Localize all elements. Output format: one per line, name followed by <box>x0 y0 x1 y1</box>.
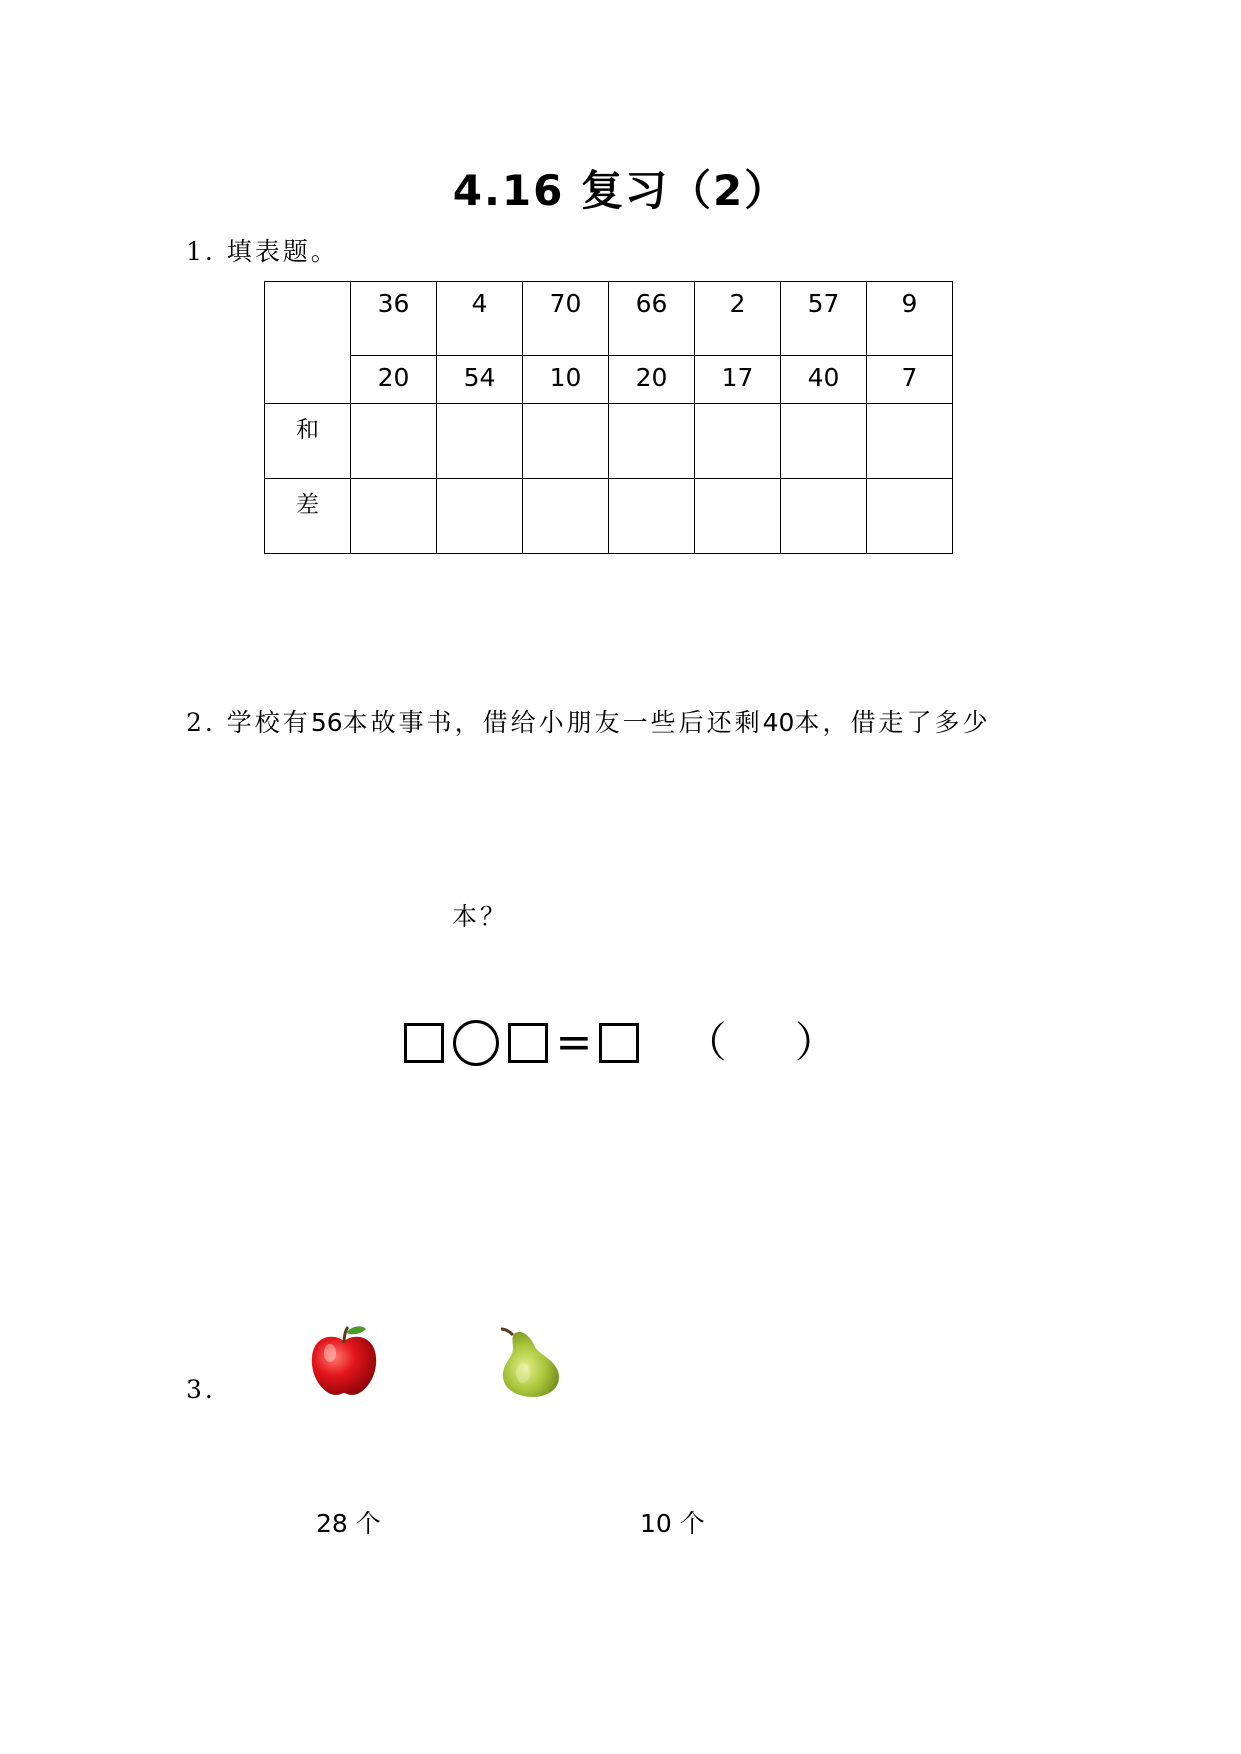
answer-cell-difference[interactable] <box>351 479 437 554</box>
answer-cell-sum[interactable] <box>351 404 437 479</box>
table-cell-number: 7 <box>867 356 953 404</box>
operand-box[interactable] <box>508 1023 548 1063</box>
apple-count <box>316 1504 381 1540</box>
table-cell-number: 4 <box>437 282 523 356</box>
table-cell-number: 57 <box>781 282 867 356</box>
result-box[interactable] <box>599 1023 639 1063</box>
pear-icon <box>493 1323 569 1399</box>
pear-count-value: 10 <box>640 1509 672 1538</box>
operator-circle[interactable] <box>453 1020 499 1066</box>
unit-paren-open: （ <box>684 1018 727 1067</box>
sum-row-label: 和 <box>265 404 351 479</box>
operand-box[interactable] <box>404 1023 444 1063</box>
table-corner-cell <box>265 282 351 404</box>
table-cell-number: 17 <box>695 356 781 404</box>
table-cell-number: 9 <box>867 282 953 356</box>
table-cell-number: 54 <box>437 356 523 404</box>
answer-cell-difference[interactable] <box>781 479 867 554</box>
question-2-suffix: 本，借走了多少 <box>794 708 991 737</box>
answer-cell-difference[interactable] <box>523 479 609 554</box>
answer-cell-difference[interactable] <box>695 479 781 554</box>
apple-count-value: 28 <box>316 1509 348 1538</box>
table-cell-number: 66 <box>609 282 695 356</box>
table-cell-number: 20 <box>351 356 437 404</box>
answer-cell-sum[interactable] <box>695 404 781 479</box>
answer-cell-sum[interactable] <box>867 404 953 479</box>
table-cell-number: 20 <box>609 356 695 404</box>
question-2-text <box>186 703 990 739</box>
table-cell-number: 70 <box>523 282 609 356</box>
question-1-label: 1. 填表题。 <box>186 237 339 266</box>
answer-cell-sum[interactable] <box>609 404 695 479</box>
question-2-number-left: 40 <box>762 708 795 737</box>
question-2-prefix: 2. 学校有 <box>186 708 311 737</box>
answer-cell-difference[interactable] <box>609 479 695 554</box>
difference-row-label: 差 <box>265 479 351 554</box>
table-cell-number: 36 <box>351 282 437 356</box>
page-title: 4.16 复习（2） <box>452 166 789 215</box>
answer-cell-sum[interactable] <box>781 404 867 479</box>
apple-icon <box>306 1323 382 1399</box>
pear-count-unit: 个 <box>679 1509 705 1538</box>
answer-cell-sum[interactable] <box>437 404 523 479</box>
fill-table <box>264 281 953 554</box>
table-cell-number: 10 <box>523 356 609 404</box>
table-cell-number: 40 <box>781 356 867 404</box>
answer-cell-sum[interactable] <box>523 404 609 479</box>
apple-count-unit: 个 <box>355 1509 381 1538</box>
answer-cell-difference[interactable] <box>867 479 953 554</box>
table-cell-number: 2 <box>695 282 781 356</box>
question-2-number-total: 56 <box>310 708 343 737</box>
question-2-middle: 本故事书，借给小朋友一些后还剩 <box>342 708 763 737</box>
equation-template <box>0 1017 1241 1068</box>
question-2-continuation: 本？ <box>452 902 509 931</box>
pear-count <box>640 1504 705 1540</box>
question-3-label: 3. <box>186 1375 216 1404</box>
unit-paren-close: ） <box>794 1018 837 1067</box>
equals-sign: = <box>555 1017 593 1068</box>
answer-cell-difference[interactable] <box>437 479 523 554</box>
